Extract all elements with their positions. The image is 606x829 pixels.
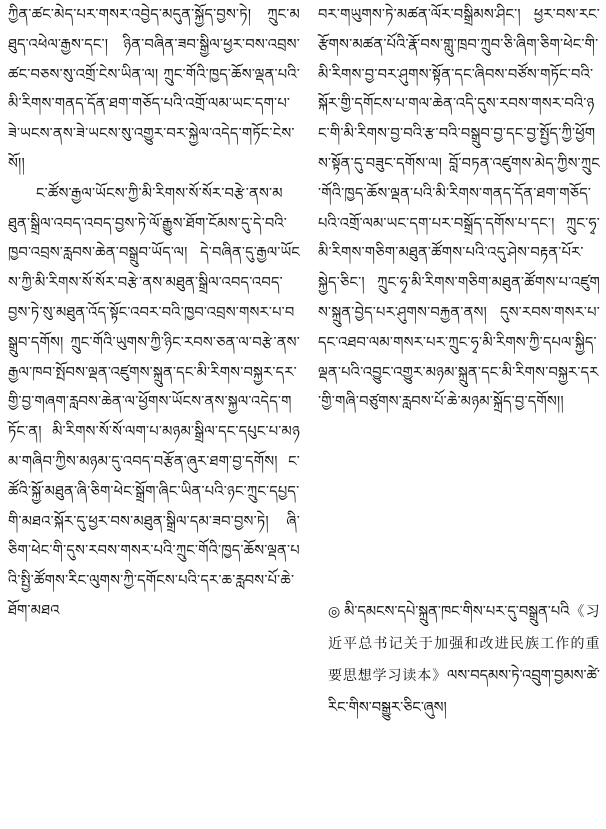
- body-paragraph: ང་ཚོས་རྒྱལ་ཡོངས་ཀྱི་མི་རིགས་སོ་སོར་བརྩེ་ནས་མཐུན་སྒྲིལ་འབད་འབད་བྱས་ཏེ་ལོ་རྒྱུས་ཐོག་ངོམས་དུ་དེ་བའི་ཁྱབ་འབྲས་རླབས་ཆེན་བསྒྲུབ་ཡོད་ལ། དེ་བཞིན་དུ་རྒྱལ་ཡོངས་ཀྱི་མི་རིགས་སོ་སོར་བརྩེ་ནས་མཐུན་སྒྲིལ་འབད་འབད་བྱས་ཏེ་སུ་མཐུན་འོད་སྟོང་འབར་བའི་ཁྱབ་འབྲས་གསར་པ་བསྒྲུབ་དགོས། ཀྲུང་གོའི་ཡུགས་ཀྱི་ཉིང་རབས་ཅན་ལ་བརྩེ་ནས་རྒྱལ་ཁབ་སྤོབས་ལྡན་འཛུགས་སྐྲུན་དང་མི་རིགས་བསྐྱར་དར་གྱི་བྱ་གཞག་རླབས་ཆེན་ལ་ཕྱོགས་ཡོངས་ནས་སྐྱལ་འདེད་གཏོང་ན། མི་རིགས་སོ་སོ་ལག་པ་མཉམ་སྒྲིལ་དང་དཔུང་པ་མཉམ་གཞིབ་ཀྱིས་མཉམ་དུ་འབད་བརྩོན་ཞུར་ཐག་བྱ་དགོས། ང་ཚོའི་སྐྱོ་མཐུན་ཞི་ཅིག་ཕེང་སྒྲོག་ཞིང་ཡིན་པའི་ཉང་ཀྲུང་དཔྱད་གི་མཐའ་སྐོར་དུ་ཕྱར་བས་མཐུན་སྒྲིལ་དམ་ཟབ་བྱས་ཏེ། ཞི་ཅིག་ཕེང་གི་དུས་རབས་གསར་པའི་ཀྲུང་གོའི་ཁྱད་ཆོས་ལྡན་པའི་སྤྱི་ཚོགས་རིང་ལུགས་ཀྱི་དགོངས་པའི་དར་ཆ་རླབས་པོ་ཆེ་ཐོག་མཐའ: [8, 184, 300, 619]
- source-text-before: མི་དམངས་དཔེ་སྐྲུན་ཁང་གིས་པར་དུ་བསྒྲུན་པའི: [344, 603, 570, 620]
- left-text-column: [8, 0, 300, 626]
- body-paragraph: བར་གཡུགས་ཏེ་མཚན་ལོར་བསྒྲིམས་ཤིང་། ཕྱར་བས་རང་རྩོགས་མཚན་པོའི་རྣོ་བས་གླུ་ཁྲབ་ཀྲུབ་ཅི་ཞིག་ཅིག་ཕེང་གི་མི་རིགས་བྱ་བར་ཤུགས་སྟོན་དང་ཞིབས་བཙོས་གཏོང་བའི་སྐོར་གྱི་དགོངས་པ་གལ་ཆེན་འདི་དུས་རབས་གསར་བའི་ཉང་གི་མི་རིགས་བྱ་བའི་རྩ་བའི་བསྒྲུབ་བྱ་དང་བྱ་སྤྱོད་ཀྱི་ཕྱོགས་སྟོན་དུ་བཟུང་དགོས་ལ། བློ་བཏན་འཛུགས་མེད་ཀྱིས་ཀྲུང་གོའི་ཁྱད་ཆོས་ལྡན་པའི་མི་རིགས་གནད་དོན་ཐག་གཅོད་པའི་འགྲོ་ལམ་ཡང་དག་པར་བསྒྲོད་དགོས་པ་དང་། ཀྲུང་ཧྭ་མི་རིགས་གཅིག་མཐུན་ཚོགས་པའི་འདུ་ཤེས་བརྟན་པོར་སྐྱེད་ཅིང་། ཀྲུང་ཧྭ་མི་རིགས་གཅིག་མཐུན་ཚོགས་པ་འཛུགས་སྐྲུན་བྱེད་པར་ཤུགས་བརྐྱན་ནས། དུས་རབས་གསར་པ་དང་འཐབ་ལམ་གསར་པར་ཀྲུང་ཧྭ་མི་རིགས་ཀྱི་དཔལ་སྐྱིད་ལྡན་པའི་འབྱུང་འགྱུར་མཉམ་སྐྲུན་དང་མི་རིགས་བསྐྱར་དར་གྱི་གཞི་བཙུགས་རླབས་པོ་ཆེ་མཉམ་སྐྲོད་བྱ་དགོས།།: [318, 6, 600, 411]
- right-text-column: [318, 0, 600, 417]
- source-note: [328, 596, 600, 723]
- source-text-after: ལས་བདམས་ཏེ་འབྲུག་བྱམས་ཚེ་རིང་གིས་བསྒྱུར་ཅིང་ཞུས།: [328, 667, 600, 716]
- body-paragraph: ཀྱིན་ཚང་མེད་པར་གསར་འབྱེད་མདུན་སྐྱོད་བྱས་ཏེ། ཀྲུང་མཐུད་འཕེལ་རྒྱས་དང་། ཉིན་བཞིན་ཟབ་སྒྱིལ་ཕྱར་བས་འབྲས་ཚང་བཅས་སུ་འགྲོ་ངེས་ཡིན་ལ། ཀྲུང་གོའི་ཁྱད་ཆོས་ལྡན་པའི་མི་རིགས་གནད་དོན་ཐག་གཅོད་པའི་འགྲོ་ལམ་ཡང་དག་པ་ཟེ་ཡངས་ནས་ཟེ་ཡངས་སུ་འགྱུར་བར་སྐྱེལ་འདེད་གཏོང་ངེས་སོ།།: [8, 6, 300, 172]
- circle-mark-icon: ◎: [328, 604, 342, 620]
- book-title: 《习近平总书记关于加强和改进民族工作的重要思想学习读本》: [328, 604, 600, 684]
